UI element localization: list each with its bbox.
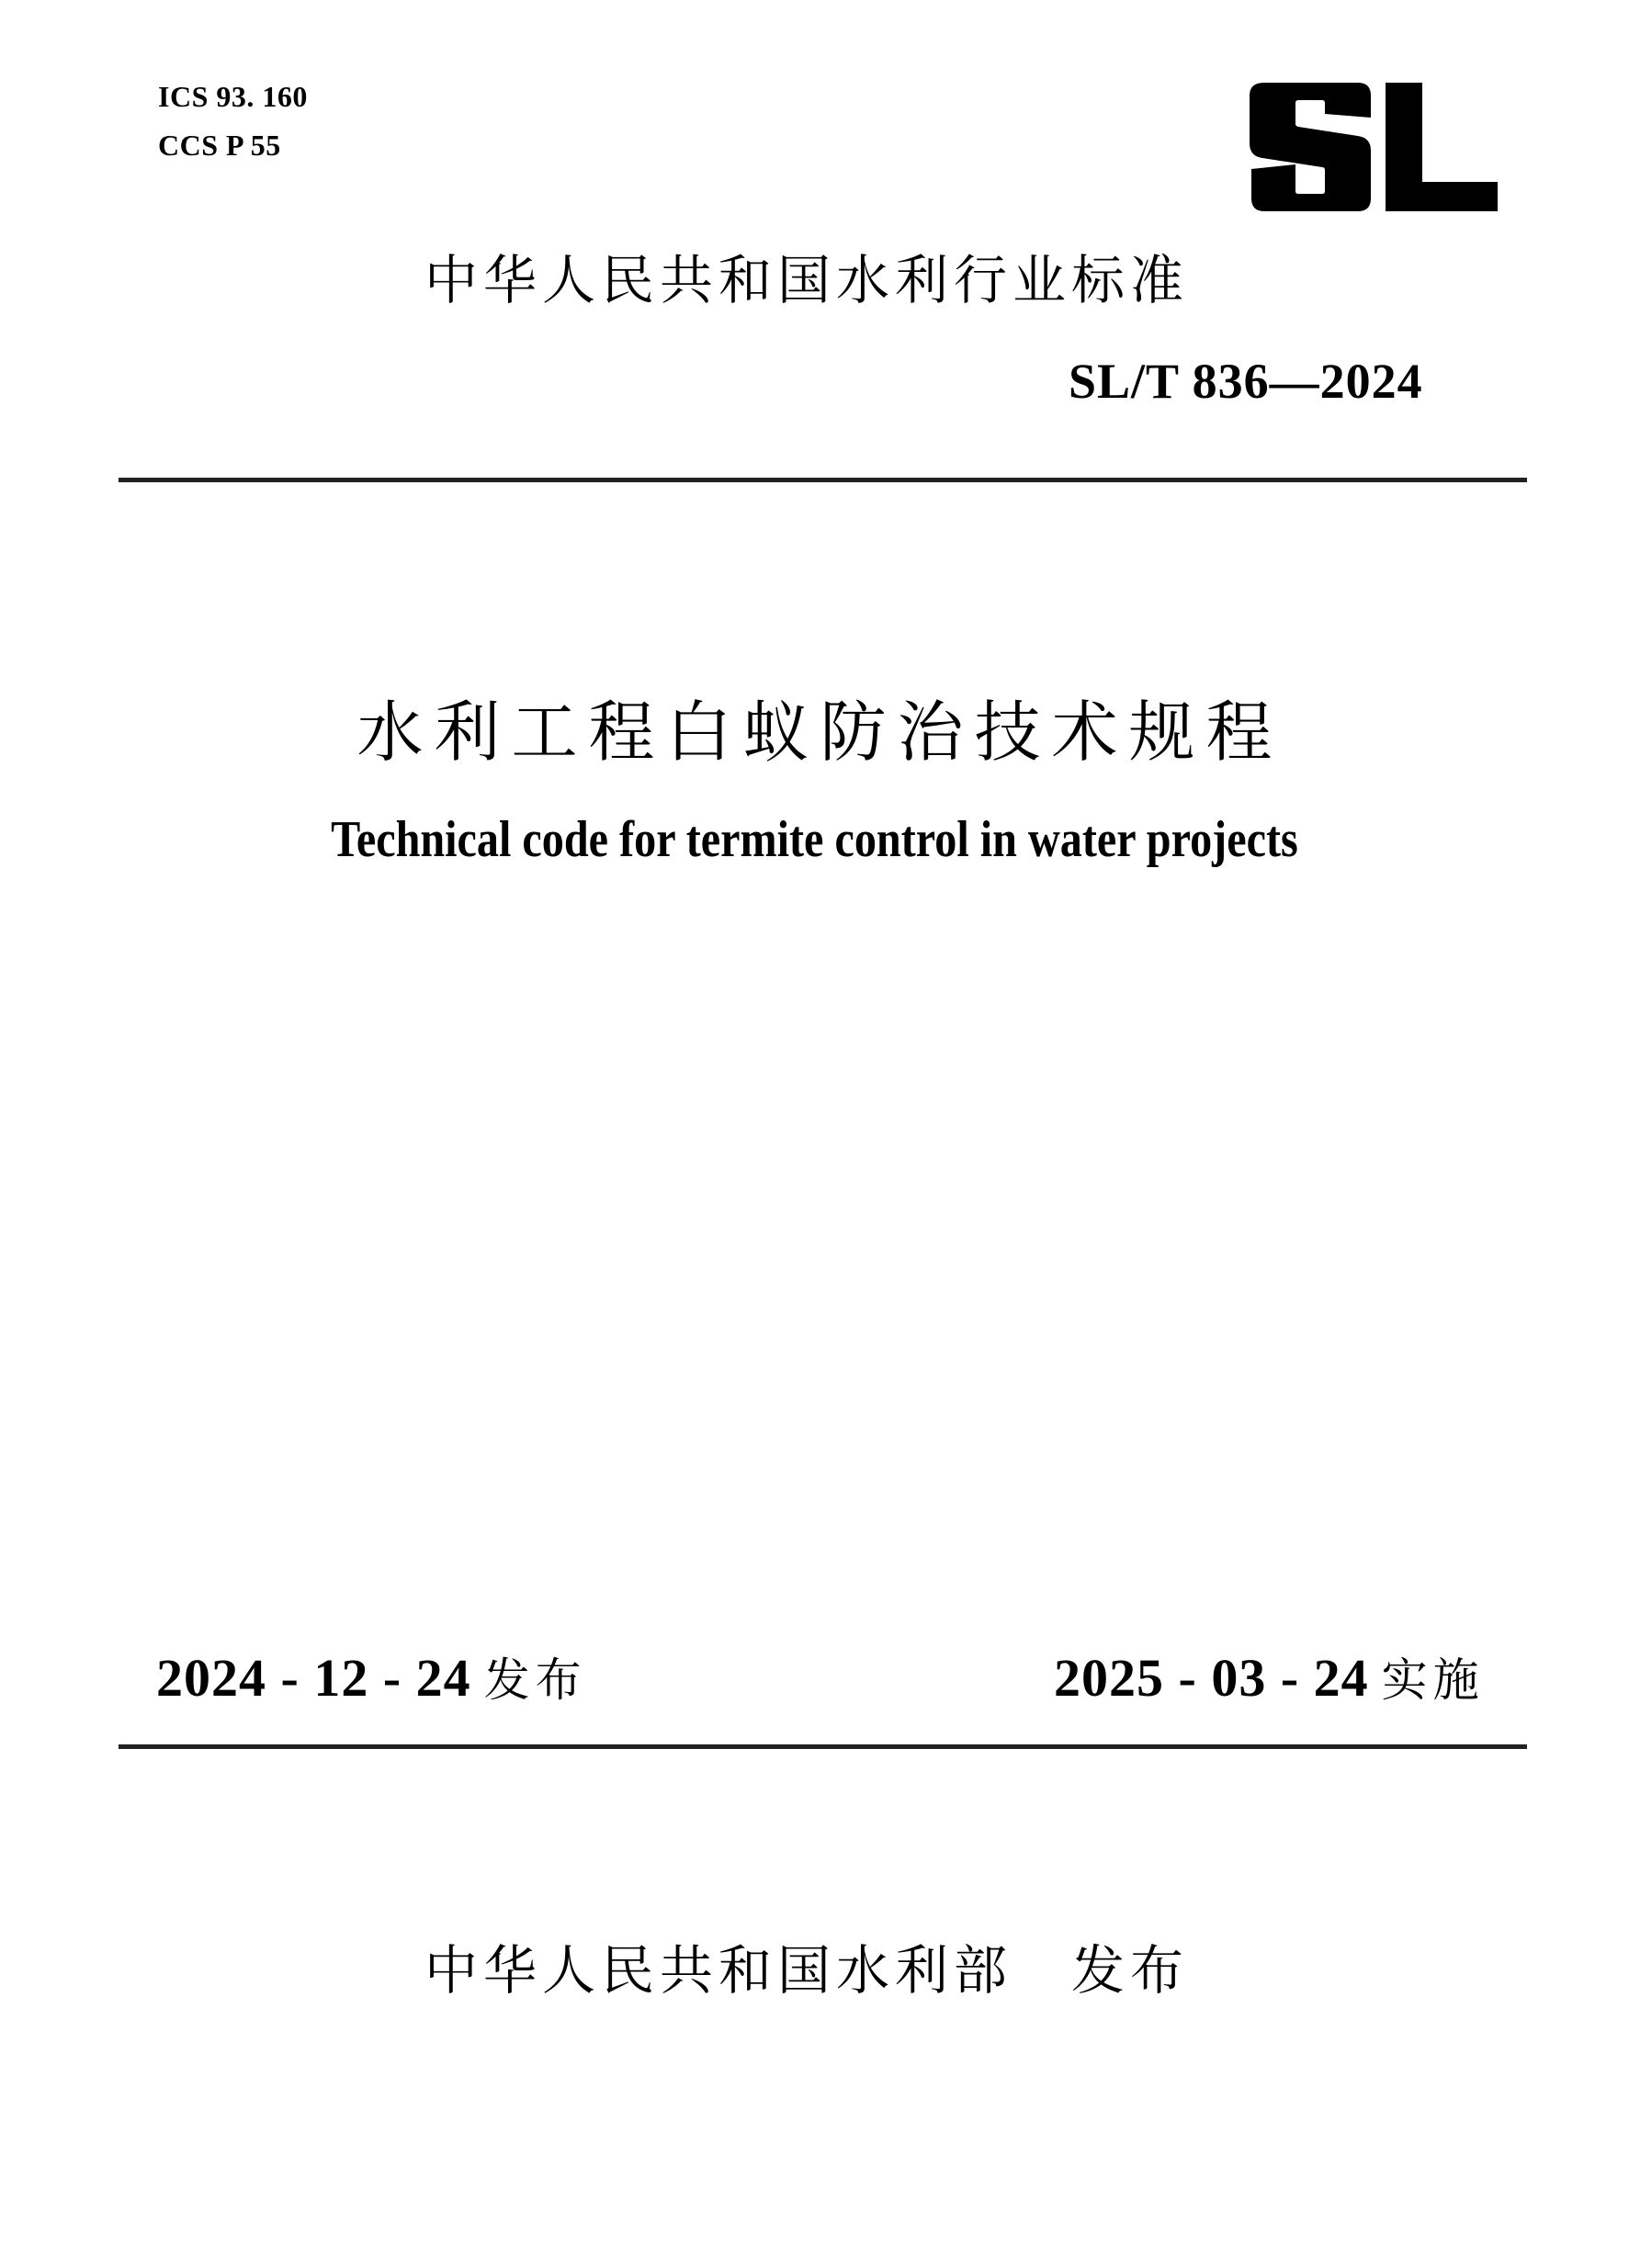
ics-code: ICS 93. 160: [158, 80, 308, 113]
english-title: Technical code for termite control in water projects: [331, 811, 1298, 868]
effective-date: [1054, 1650, 1485, 1709]
publisher-action: 发布: [1071, 1939, 1190, 2002]
standard-number: SL/T 836—2024: [1069, 354, 1423, 409]
issue-date: [156, 1650, 587, 1709]
top-divider: [119, 478, 1527, 482]
document-title: 水利工程白蚁防治技术规程: [356, 694, 1284, 771]
publisher-line: [424, 1938, 1189, 2003]
industry-standard-title: 中华人民共和国水利行业标准: [424, 249, 1190, 311]
publisher-name: 中华人民共和国水利部: [424, 1939, 1013, 2002]
sl-logo-icon: [1250, 83, 1499, 211]
effective-date-label: 实施: [1381, 1653, 1485, 1707]
bottom-divider: [119, 1744, 1527, 1749]
issue-date-label: 发布: [483, 1653, 587, 1707]
ccs-code: CCS P 55: [158, 129, 281, 162]
issue-date-value: 2024 - 12 - 24: [156, 1648, 471, 1708]
effective-date-value: 2025 - 03 - 24: [1054, 1648, 1369, 1708]
